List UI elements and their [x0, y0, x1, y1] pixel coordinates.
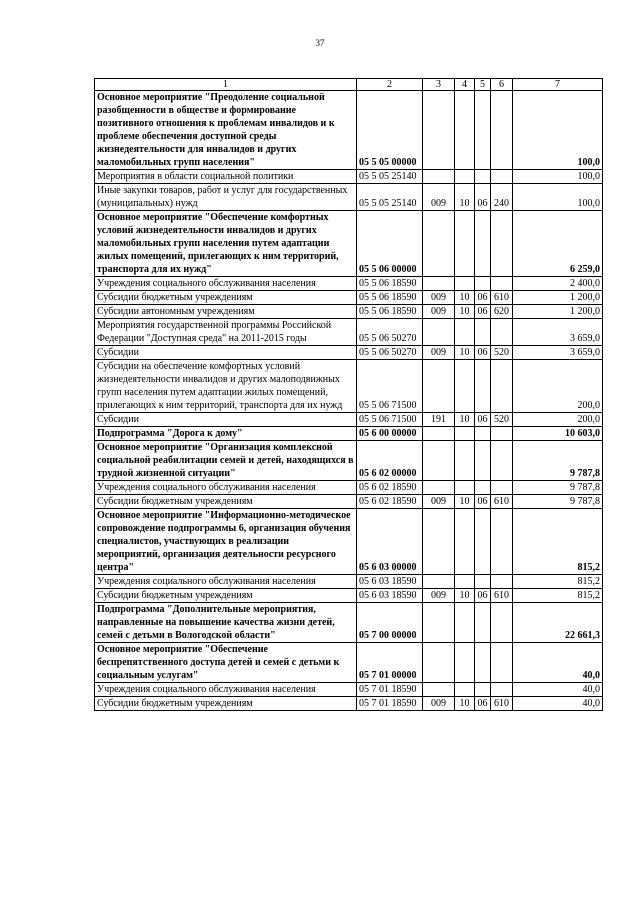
row-col-6: [491, 277, 513, 291]
row-col-6: 610: [491, 495, 513, 509]
row-col-6: [491, 170, 513, 184]
table-row: [95, 319, 603, 346]
row-col-6: [491, 211, 513, 277]
table-row: [95, 346, 603, 360]
table-row: [95, 683, 603, 697]
row-code: 05 6 00 00000: [357, 427, 423, 441]
row-col-5: [475, 481, 491, 495]
row-col-6: [491, 360, 513, 413]
row-col-5: [475, 360, 491, 413]
row-col-6: [491, 319, 513, 346]
row-col-5: [475, 319, 491, 346]
row-name: Основное мероприятие "Преодоление социальной разобщенности в обществе и формирование позитивного отношения к проблемам инвалидов и к проблеме обеспечения доступной среды жизнедеятельности для инвалидов и других маломобильных групп населения": [95, 91, 357, 170]
row-col-3: [423, 683, 455, 697]
row-code: 05 5 05 25140: [357, 170, 423, 184]
row-amount: 200,0: [513, 360, 603, 413]
row-name: Субсидии: [95, 346, 357, 360]
row-amount: 2 400,0: [513, 277, 603, 291]
row-col-4: 10: [455, 346, 475, 360]
budget-table: [94, 78, 603, 711]
table-row: [95, 184, 603, 211]
row-name: Учреждения социального обслуживания населения: [95, 575, 357, 589]
row-col-3: [423, 575, 455, 589]
row-col-6: 610: [491, 697, 513, 711]
row-code: 05 6 03 18590: [357, 575, 423, 589]
header-col-3: 3: [423, 79, 455, 91]
row-col-6: [491, 603, 513, 643]
row-name: Основное мероприятие "Обеспечение беспрепятственного доступа детей и семей с детьми к социальным услугам": [95, 643, 357, 683]
row-col-4: [455, 481, 475, 495]
row-name: Основное мероприятие "Информационно-методическое сопровождение подпрограммы 6, организация обучения специалистов, участвующих в реализации мероприятий, организация деятельности ресурсного центра": [95, 509, 357, 575]
row-col-3: [423, 603, 455, 643]
row-col-4: [455, 441, 475, 481]
table-row: [95, 413, 603, 427]
row-amount: 3 659,0: [513, 346, 603, 360]
row-code: 05 5 05 25140: [357, 184, 423, 211]
row-code: 05 5 06 50270: [357, 346, 423, 360]
row-col-6: [491, 441, 513, 481]
table-row: [95, 603, 603, 643]
page-number: 37: [315, 38, 325, 48]
row-col-5: 06: [475, 184, 491, 211]
row-code: 05 6 02 18590: [357, 495, 423, 509]
row-name: Субсидии бюджетным учреждениям: [95, 697, 357, 711]
row-col-5: [475, 643, 491, 683]
table-row: [95, 481, 603, 495]
header-col-2: 2: [357, 79, 423, 91]
row-name: Учреждения социального обслуживания населения: [95, 277, 357, 291]
row-col-4: 10: [455, 697, 475, 711]
row-col-4: 10: [455, 413, 475, 427]
row-amount: 100,0: [513, 91, 603, 170]
row-col-5: [475, 170, 491, 184]
row-name: Субсидии на обеспечение комфортных условий жизнедеятельности инвалидов и других малоподвижных групп населения путем адаптации жилых помещений, прилегающих к ним территорий, транспорта для их нужд: [95, 360, 357, 413]
row-col-5: [475, 277, 491, 291]
row-amount: 1 200,0: [513, 305, 603, 319]
row-name: Основное мероприятие "Обеспечение комфортных условий жизнедеятельности инвалидов и других маломобильных групп населения путем адаптации жилых помещений, прилегающих к ним территорий, транспорта для их нужд": [95, 211, 357, 277]
row-code: 05 5 06 71500: [357, 360, 423, 413]
table-row: [95, 91, 603, 170]
row-amount: 40,0: [513, 697, 603, 711]
row-col-5: 06: [475, 413, 491, 427]
row-amount: 200,0: [513, 413, 603, 427]
row-col-4: 10: [455, 291, 475, 305]
row-amount: 100,0: [513, 184, 603, 211]
row-col-4: [455, 683, 475, 697]
row-name: Мероприятия в области социальной политики: [95, 170, 357, 184]
row-code: 05 5 06 18590: [357, 305, 423, 319]
row-col-3: 191: [423, 413, 455, 427]
row-col-4: 10: [455, 184, 475, 211]
row-amount: 9 787,8: [513, 481, 603, 495]
row-code: 05 5 06 18590: [357, 277, 423, 291]
row-name: Учреждения социального обслуживания населения: [95, 481, 357, 495]
row-col-3: [423, 91, 455, 170]
row-col-3: [423, 481, 455, 495]
row-code: 05 5 06 50270: [357, 319, 423, 346]
row-col-6: 620: [491, 305, 513, 319]
row-name: Субсидии: [95, 413, 357, 427]
table-header-row: [95, 79, 603, 91]
row-name: Мероприятия государственной программы Российской Федерации "Доступная среда" на 2011-2015 годы: [95, 319, 357, 346]
row-col-6: 610: [491, 589, 513, 603]
row-col-4: [455, 360, 475, 413]
row-col-6: 520: [491, 413, 513, 427]
row-col-5: [475, 603, 491, 643]
table-row: [95, 427, 603, 441]
row-col-3: [423, 211, 455, 277]
row-col-4: [455, 509, 475, 575]
row-col-5: 06: [475, 495, 491, 509]
row-col-4: [455, 211, 475, 277]
row-amount: 815,2: [513, 589, 603, 603]
row-col-5: [475, 683, 491, 697]
row-code: 05 7 00 00000: [357, 603, 423, 643]
row-col-5: 06: [475, 697, 491, 711]
row-col-3: [423, 319, 455, 346]
row-col-5: [475, 211, 491, 277]
row-col-4: [455, 603, 475, 643]
row-col-4: [455, 277, 475, 291]
row-col-5: [475, 91, 491, 170]
row-amount: 10 603,0: [513, 427, 603, 441]
row-amount: 815,2: [513, 575, 603, 589]
row-code: 05 7 01 00000: [357, 643, 423, 683]
row-col-6: 520: [491, 346, 513, 360]
row-name: Учреждения социального обслуживания населения: [95, 683, 357, 697]
row-col-3: 009: [423, 305, 455, 319]
row-col-6: [491, 575, 513, 589]
row-name: Подпрограмма "Дополнительные мероприятия, направленные на повышение качества жизни детей, семей с детьми в Вологодской области": [95, 603, 357, 643]
table-row: [95, 441, 603, 481]
row-col-5: [475, 575, 491, 589]
table-body: [95, 91, 603, 711]
row-col-3: 009: [423, 589, 455, 603]
row-name: Субсидии бюджетным учреждениям: [95, 589, 357, 603]
table-row: [95, 277, 603, 291]
row-code: 05 5 06 00000: [357, 211, 423, 277]
row-code: 05 6 03 00000: [357, 509, 423, 575]
row-col-6: 240: [491, 184, 513, 211]
row-col-5: 06: [475, 291, 491, 305]
table-row: [95, 495, 603, 509]
row-col-5: [475, 509, 491, 575]
header-col-5: 5: [475, 79, 491, 91]
table-row: [95, 697, 603, 711]
header-col-7: 7: [513, 79, 603, 91]
row-col-5: 06: [475, 346, 491, 360]
row-col-6: [491, 509, 513, 575]
row-amount: 6 259,0: [513, 211, 603, 277]
row-name: Субсидии автономным учреждениям: [95, 305, 357, 319]
row-col-3: [423, 360, 455, 413]
row-amount: 3 659,0: [513, 319, 603, 346]
row-col-4: [455, 319, 475, 346]
row-amount: 100,0: [513, 170, 603, 184]
row-col-6: [491, 427, 513, 441]
header-col-1: 1: [95, 79, 357, 91]
table-row: [95, 360, 603, 413]
row-col-4: [455, 91, 475, 170]
header-col-4: 4: [455, 79, 475, 91]
table-row: [95, 305, 603, 319]
table-row: [95, 509, 603, 575]
row-col-3: [423, 277, 455, 291]
row-name: Подпрограмма "Дорога к дому": [95, 427, 357, 441]
row-code: 05 5 06 71500: [357, 413, 423, 427]
table-row: [95, 291, 603, 305]
row-col-3: [423, 427, 455, 441]
row-col-5: [475, 441, 491, 481]
row-col-3: [423, 170, 455, 184]
row-code: 05 7 01 18590: [357, 697, 423, 711]
table-row: [95, 170, 603, 184]
table-row: [95, 575, 603, 589]
row-col-5: [475, 427, 491, 441]
row-col-3: 009: [423, 184, 455, 211]
row-col-4: 10: [455, 495, 475, 509]
row-code: 05 6 02 18590: [357, 481, 423, 495]
row-col-4: [455, 427, 475, 441]
row-code: 05 6 02 00000: [357, 441, 423, 481]
row-amount: 1 200,0: [513, 291, 603, 305]
row-col-4: [455, 575, 475, 589]
row-col-3: [423, 643, 455, 683]
row-name: Субсидии бюджетным учреждениям: [95, 495, 357, 509]
row-code: 05 5 05 00000: [357, 91, 423, 170]
row-name: Субсидии бюджетным учреждениям: [95, 291, 357, 305]
table-row: [95, 589, 603, 603]
row-amount: 815,2: [513, 509, 603, 575]
row-amount: 9 787,8: [513, 441, 603, 481]
row-col-3: 009: [423, 495, 455, 509]
row-col-3: [423, 509, 455, 575]
row-col-6: 610: [491, 291, 513, 305]
row-col-3: 009: [423, 346, 455, 360]
row-amount: 40,0: [513, 643, 603, 683]
row-col-4: [455, 643, 475, 683]
row-col-3: 009: [423, 697, 455, 711]
row-col-5: 06: [475, 589, 491, 603]
row-amount: 9 787,8: [513, 495, 603, 509]
row-code: 05 5 06 18590: [357, 291, 423, 305]
row-col-6: [491, 643, 513, 683]
row-col-3: 009: [423, 291, 455, 305]
row-code: 05 6 03 18590: [357, 589, 423, 603]
row-code: 05 7 01 18590: [357, 683, 423, 697]
row-col-6: [491, 91, 513, 170]
row-amount: 40,0: [513, 683, 603, 697]
row-col-6: [491, 683, 513, 697]
header-col-6: 6: [491, 79, 513, 91]
row-amount: 22 661,3: [513, 603, 603, 643]
row-name: Иные закупки товаров, работ и услуг для государственных (муниципальных) нужд: [95, 184, 357, 211]
row-col-4: [455, 170, 475, 184]
row-col-6: [491, 481, 513, 495]
row-col-3: [423, 441, 455, 481]
table-row: [95, 643, 603, 683]
row-col-5: 06: [475, 305, 491, 319]
row-col-4: 10: [455, 305, 475, 319]
row-name: Основное мероприятие "Организация комплексной социальной реабилитации семей и детей, находящихся в трудной жизненной ситуации": [95, 441, 357, 481]
table-row: [95, 211, 603, 277]
row-col-4: 10: [455, 589, 475, 603]
